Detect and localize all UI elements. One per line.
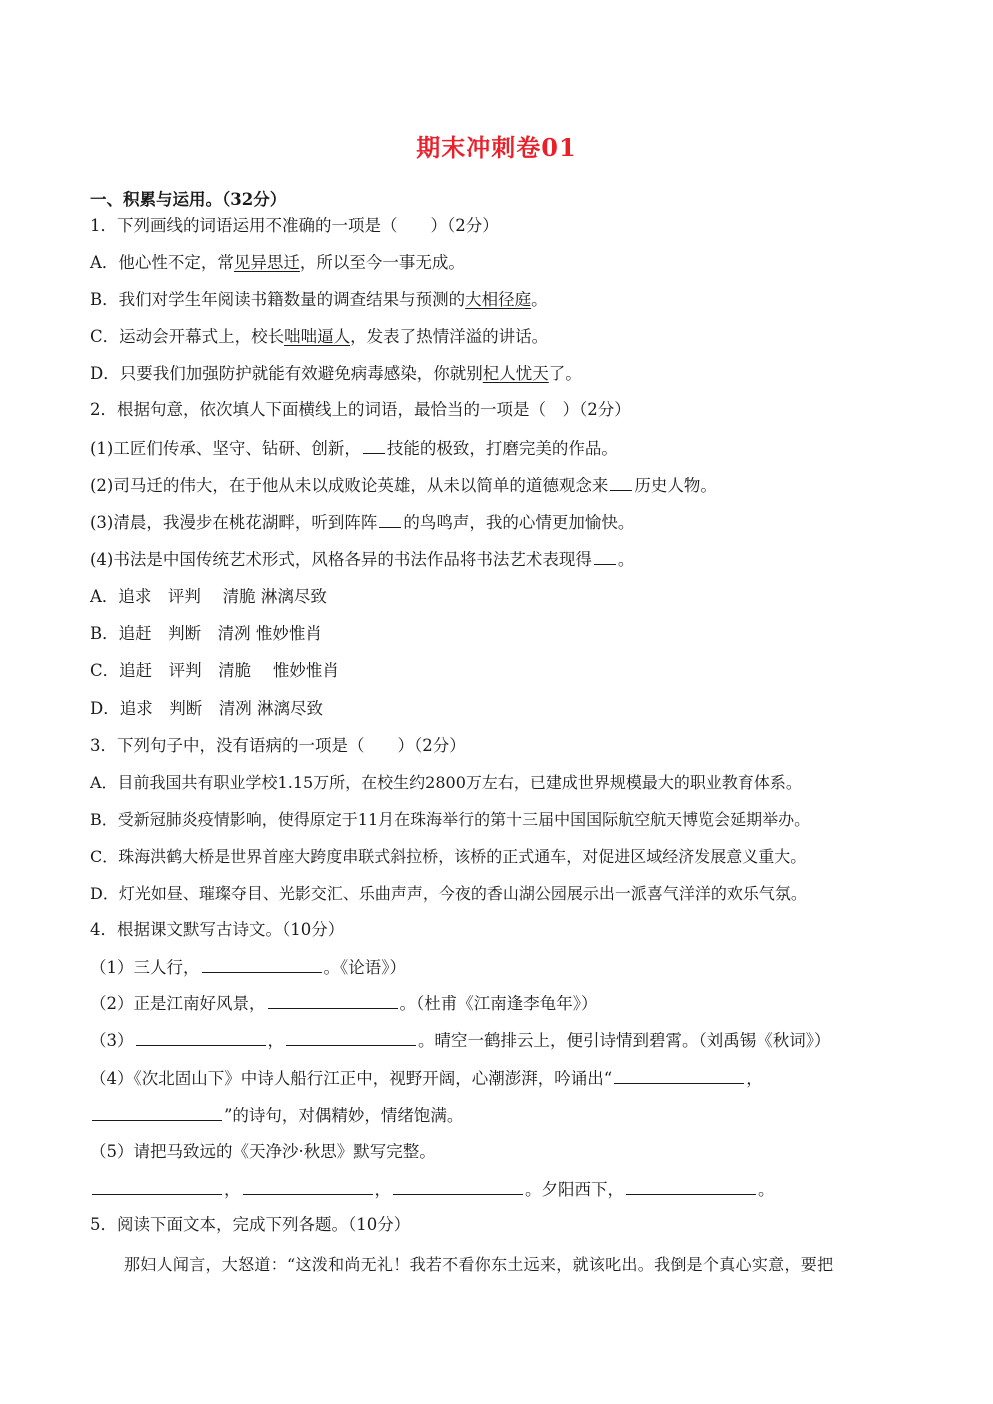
question-4-item-1 bbox=[90, 956, 406, 979]
sentence-3-text-end: 的鸟鸣声，我的心情更加愉快。 bbox=[403, 513, 635, 532]
item-3-text-end: 。晴空一鹤排云上，便引诗情到碧霄。（刘禹锡《秋词》） bbox=[418, 1031, 831, 1050]
question-4-item-4 bbox=[90, 1067, 763, 1090]
sentence-2-text: (2)司马迁的伟大，在于他从未以成败论英雄，从未以简单的道德观念来 bbox=[90, 476, 609, 495]
question-2-option-d: D．追求 判断 清冽 淋漓尽致 bbox=[90, 699, 323, 718]
question-2-option-c: C．追赶 评判 清脆 惟妙惟肖 bbox=[90, 661, 339, 680]
option-d-underlined: 杞人忧天 bbox=[482, 364, 549, 383]
item-5-sep-2: ， bbox=[374, 1180, 391, 1199]
fill-blank[interactable] bbox=[626, 1178, 756, 1195]
question-3-option-b: B．受新冠肺炎疫情影响，使得原定于11月在珠海举行的第十三届中国国际航空航天博览会延期举办。 bbox=[90, 810, 811, 829]
reading-passage: 那妇人闻言，大怒道：“这泼和尚无礼！我若不看你东土远来，就该叱出。我倒是个真心实意，要把 bbox=[124, 1255, 834, 1274]
option-c-text: C．运动会开幕式上，校长 bbox=[90, 327, 285, 346]
question-1-option-b bbox=[90, 289, 548, 311]
question-2-option-a: A．追求 评判 清脆 淋漓尽致 bbox=[90, 587, 327, 606]
sentence-4-text: (4)书法是中国传统艺术形式，风格各异的书法作品将书法艺术表现得 bbox=[90, 550, 592, 569]
question-2-option-b: B．追赶 判断 清冽 惟妙惟肖 bbox=[90, 624, 322, 643]
question-4-stem: 4．根据课文默写古诗文。（10分） bbox=[90, 920, 345, 939]
option-d-text-end: 了。 bbox=[548, 364, 582, 383]
item-4-text: （4）《次北固山下》中诗人船行江正中，视野开阔，心潮澎湃，吟诵出“ bbox=[90, 1069, 613, 1088]
option-c-text-end: ，发表了热情洋溢的讲话。 bbox=[350, 327, 549, 346]
question-2-stem: 2．根据句意，依次填人下面横线上的词语，最恰当的一项是（ ）（2分） bbox=[90, 400, 631, 419]
sentence-3-text: (3)清晨，我漫步在桃花湖畔，听到阵阵 bbox=[90, 513, 378, 532]
question-3-option-d: D．灯光如昼、璀璨夺目、光影交汇、乐曲声声，今夜的香山湖公园展示出一派喜气洋洋的欢乐气氛。 bbox=[90, 884, 807, 903]
fill-blank[interactable] bbox=[268, 992, 398, 1009]
option-b-text: B．我们对学生年阅读书籍数量的调查结果与预测的 bbox=[90, 290, 466, 309]
question-1-option-c bbox=[90, 326, 548, 348]
question-2-sentence-1 bbox=[90, 437, 618, 460]
sentence-1-text: (1)工匠们传承、坚守、钻研、创新， bbox=[90, 439, 361, 458]
fill-blank[interactable] bbox=[286, 1029, 416, 1046]
fill-blank[interactable] bbox=[614, 1067, 744, 1084]
question-4-item-5: （5）请把马致远的《天净沙·秋思》默写完整。 bbox=[90, 1142, 436, 1161]
sentence-4-text-end: 。 bbox=[617, 550, 635, 569]
question-3-option-c: C．珠海洪鹤大桥是世界首座大跨度串联式斜拉桥，该桥的正式通车，对促进区域经济发展意义重大。 bbox=[90, 847, 807, 866]
item-3-text-mid: ， bbox=[267, 1031, 284, 1050]
option-b-text-end: 。 bbox=[531, 290, 548, 309]
option-a-underlined: 见异思迁 bbox=[233, 253, 300, 272]
option-a-text-end: ，所以至今一事无成。 bbox=[299, 253, 465, 272]
fill-blank[interactable] bbox=[594, 548, 616, 565]
item-5-end: 。 bbox=[758, 1180, 775, 1199]
fill-blank[interactable] bbox=[393, 1178, 523, 1195]
fill-blank[interactable] bbox=[610, 474, 632, 491]
item-5-mid: 。夕阳西下， bbox=[525, 1180, 624, 1199]
item-2-text: （2）正是江南好风景， bbox=[90, 994, 266, 1013]
question-5-stem: 5．阅读下面文本，完成下列各题。（10分） bbox=[90, 1215, 411, 1234]
question-1-stem: 1．下列画线的词语运用不准确的一项是（ ）（2分） bbox=[90, 216, 499, 235]
question-3-option-a: A．目前我国共有职业学校1.15万所，在校生约2800万左右，已建成世界规模最大的职业教育体系。 bbox=[90, 773, 802, 792]
option-a-text: A．他心性不定，常 bbox=[90, 253, 234, 272]
option-c-underlined: 咄咄逼人 bbox=[284, 327, 351, 346]
fill-blank[interactable] bbox=[136, 1029, 266, 1046]
fill-blank[interactable] bbox=[363, 437, 385, 454]
question-2-sentence-2 bbox=[90, 474, 717, 497]
section-heading: 一、积累与运用。（32分） bbox=[90, 190, 287, 209]
option-b-underlined: 大相径庭 bbox=[465, 290, 532, 309]
question-2-sentence-4 bbox=[90, 548, 634, 571]
sentence-1-text-end: 技能的极致，打磨完美的作品。 bbox=[386, 439, 618, 458]
question-1-option-d bbox=[90, 363, 582, 385]
item-2-text-end: 。（杜甫《江南逢李龟年》） bbox=[399, 994, 598, 1013]
option-d-text: D．只要我们加强防护就能有效避免病毒感染，你就别 bbox=[90, 364, 483, 383]
item-1-text-end: 。《论语》） bbox=[323, 958, 406, 977]
item-4-cont-text: ”的诗句，对偶精妙，情绪饱满。 bbox=[224, 1106, 464, 1125]
item-3-text: （3） bbox=[90, 1031, 134, 1050]
question-1-option-a bbox=[90, 252, 465, 274]
question-4-item-5-blanks bbox=[90, 1178, 775, 1201]
question-2-sentence-3 bbox=[90, 511, 634, 534]
fill-blank[interactable] bbox=[379, 511, 401, 528]
question-3-stem: 3．下列句子中，没有语病的一项是（ ）（2分） bbox=[90, 736, 466, 755]
question-4-item-4-cont bbox=[90, 1104, 463, 1127]
fill-blank[interactable] bbox=[202, 956, 322, 973]
sentence-2-text-end: 历史人物。 bbox=[634, 476, 717, 495]
question-4-item-2 bbox=[90, 992, 598, 1015]
fill-blank[interactable] bbox=[92, 1104, 222, 1121]
item-5-sep-1: ， bbox=[224, 1180, 241, 1199]
item-1-text: （1）三人行， bbox=[90, 958, 200, 977]
question-4-item-3 bbox=[90, 1029, 831, 1052]
page-title: 期末冲刺卷01 bbox=[416, 133, 577, 162]
fill-blank[interactable] bbox=[92, 1178, 222, 1195]
item-4-text-end: ， bbox=[746, 1069, 763, 1088]
fill-blank[interactable] bbox=[243, 1178, 373, 1195]
